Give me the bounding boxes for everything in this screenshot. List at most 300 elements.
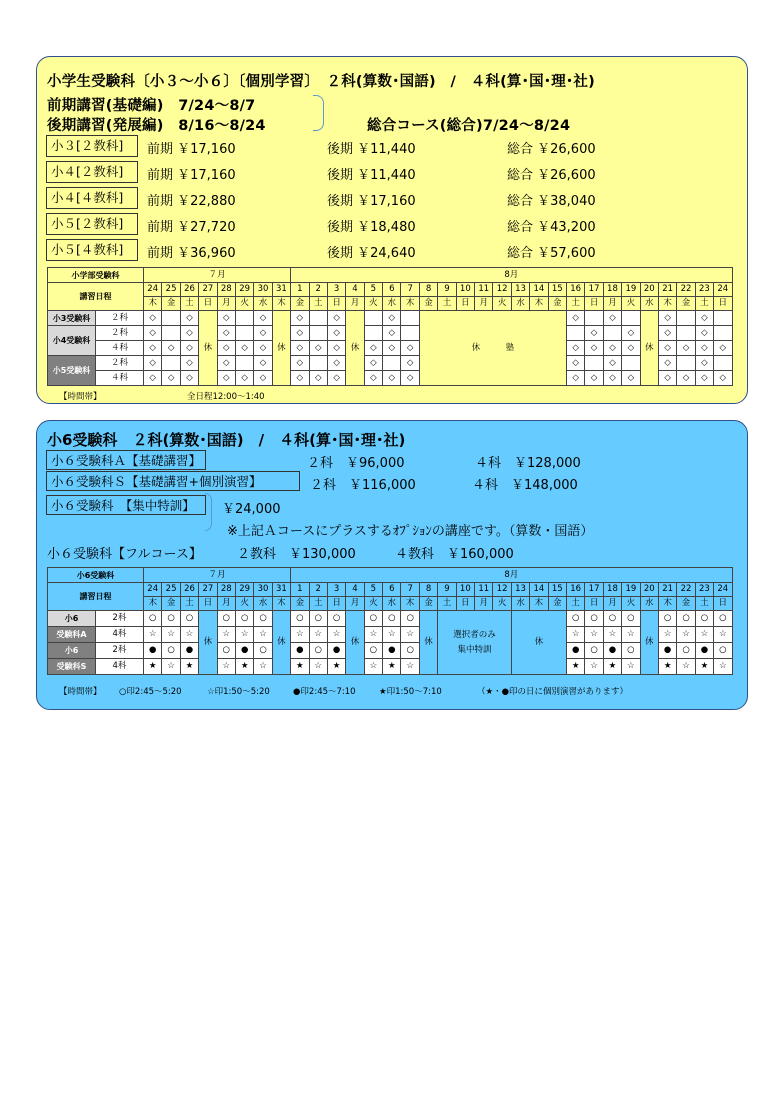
day-number: 13	[511, 283, 529, 297]
session-mark: ○	[364, 643, 382, 659]
session-mark: ○	[309, 611, 327, 627]
weekday: 木	[658, 597, 676, 611]
day-number: 28	[217, 283, 235, 297]
session-mark: ◇	[144, 356, 162, 371]
session-mark: ◇	[217, 356, 235, 371]
weekday: 水	[254, 297, 272, 311]
day-number: 10	[456, 283, 474, 297]
session-mark: ◇	[327, 371, 345, 386]
weekday: 火	[364, 297, 382, 311]
session-mark: ◇	[309, 371, 327, 386]
weekday: 月	[603, 597, 621, 611]
day-number: 25	[162, 583, 180, 597]
session-mark	[383, 356, 401, 371]
weekday: 水	[640, 597, 658, 611]
sogo-price: 総合 ￥26,600	[507, 142, 596, 157]
day-number: 14	[530, 583, 548, 597]
session-mark: ●	[291, 643, 309, 659]
day-number: 18	[603, 583, 621, 597]
weekday: 月	[475, 597, 493, 611]
session-mark	[162, 311, 180, 326]
session-mark: ●	[658, 643, 676, 659]
weekday: 土	[180, 297, 198, 311]
session-mark: ○	[677, 611, 695, 627]
day-number: 5	[364, 583, 382, 597]
session-mark: ☆	[566, 627, 584, 643]
course-t-price: ￥24,000	[222, 502, 281, 517]
session-mark: ◇	[603, 341, 621, 356]
weekday: 日	[199, 597, 217, 611]
closed-cell: 休	[199, 311, 217, 386]
kouki-price: 後期 ￥11,440	[327, 142, 416, 157]
weekday: 木	[658, 297, 676, 311]
session-mark: ☆	[291, 627, 309, 643]
session-mark: ◇	[144, 311, 162, 326]
session-mark: ☆	[677, 659, 695, 675]
day-number: 24	[144, 583, 162, 597]
day-number: 14	[530, 283, 548, 297]
weekday: 月	[603, 297, 621, 311]
subject-label: 2科	[96, 643, 144, 659]
month-august: 8月	[291, 568, 732, 583]
session-mark: ★	[327, 659, 345, 675]
weekday: 土	[180, 597, 198, 611]
course-a-2-price: ２科 ￥96,000	[307, 456, 405, 471]
session-mark: ○	[658, 611, 676, 627]
session-mark: ☆	[180, 627, 198, 643]
session-mark: ●	[235, 643, 253, 659]
weekday: 火	[622, 297, 640, 311]
session-mark	[162, 356, 180, 371]
weekday: 日	[714, 297, 732, 311]
group-label: 小5受験科	[48, 356, 96, 386]
day-number: 7	[401, 583, 419, 597]
session-mark: ☆	[695, 627, 713, 643]
time-text: 全日程12:00～1:40	[187, 392, 265, 402]
session-mark: ◇	[254, 341, 272, 356]
session-mark: ☆	[217, 659, 235, 675]
session-mark	[162, 326, 180, 341]
session-mark: ◇	[180, 371, 198, 386]
session-mark: ◇	[566, 371, 584, 386]
session-mark: ◇	[327, 356, 345, 371]
session-mark	[309, 356, 327, 371]
session-mark: ◇	[585, 341, 603, 356]
session-mark: ◇	[695, 341, 713, 356]
session-mark: ○	[401, 643, 419, 659]
weekday: 木	[144, 597, 162, 611]
time-4: ★印1:50～7:10	[379, 687, 442, 697]
day-number: 24	[714, 583, 732, 597]
session-mark: ◇	[291, 326, 309, 341]
session-mark	[714, 356, 732, 371]
day-number: 29	[235, 583, 253, 597]
group-label: 小3受験科	[48, 311, 96, 326]
weekday: 土	[438, 297, 456, 311]
day-number: 11	[475, 583, 493, 597]
elementary-course-panel	[36, 56, 748, 404]
day-number: 21	[658, 283, 676, 297]
day-number: 11	[475, 283, 493, 297]
session-mark: ◇	[603, 371, 621, 386]
session-mark: ◇	[217, 341, 235, 356]
session-mark: ☆	[327, 627, 345, 643]
session-mark: ○	[235, 611, 253, 627]
day-number: 5	[364, 283, 382, 297]
session-mark: ◇	[364, 356, 382, 371]
option-note: ※上記Ａコースにプラスするｵﾌﾟｼｮﾝの講座です。（算数・国語）	[227, 524, 594, 539]
session-mark	[714, 326, 732, 341]
weekday: 火	[235, 597, 253, 611]
session-mark: ◇	[658, 371, 676, 386]
session-mark: ●	[566, 643, 584, 659]
session-mark: ☆	[162, 627, 180, 643]
subject-label: 4科	[96, 659, 144, 675]
weekday: 金	[548, 597, 566, 611]
day-number: 7	[401, 283, 419, 297]
session-mark	[603, 326, 621, 341]
weekday: 月	[475, 297, 493, 311]
session-mark	[677, 326, 695, 341]
session-mark: ★	[566, 659, 584, 675]
session-mark: ☆	[162, 659, 180, 675]
session-mark: ☆	[603, 627, 621, 643]
kouki-price: 後期 ￥24,640	[327, 246, 416, 261]
session-mark: ◇	[180, 341, 198, 356]
schedule-table-grade6	[47, 567, 733, 675]
session-mark: ◇	[144, 326, 162, 341]
grade6-course-panel	[36, 420, 748, 710]
month-july: ７月	[144, 568, 291, 583]
session-mark: ☆	[714, 659, 732, 675]
weekday: 日	[199, 297, 217, 311]
session-mark	[585, 311, 603, 326]
day-number: 30	[254, 283, 272, 297]
time-1: ○印2:45～5:20	[119, 687, 182, 697]
weekday: 土	[695, 297, 713, 311]
session-mark: ◇	[162, 341, 180, 356]
zenki-price: 前期 ￥36,960	[147, 246, 236, 261]
day-number: 29	[235, 283, 253, 297]
closed-cell: 休	[419, 611, 437, 675]
sogo-price: 総合 ￥43,200	[507, 220, 596, 235]
day-number: 24	[714, 283, 732, 297]
zenki-price: 前期 ￥17,160	[147, 142, 236, 157]
session-mark: ○	[162, 611, 180, 627]
grade-label: 小３[２教科]	[46, 135, 138, 157]
brace-icon	[205, 493, 212, 531]
brace-icon	[313, 95, 324, 131]
weekday: 日	[327, 297, 345, 311]
weekday: 日	[327, 597, 345, 611]
weekday: 水	[511, 597, 529, 611]
session-mark: ●	[695, 643, 713, 659]
session-mark: ○	[364, 611, 382, 627]
session-mark: ◇	[217, 311, 235, 326]
session-mark: ◇	[677, 341, 695, 356]
subject-label: ２科	[96, 326, 144, 341]
day-number: 31	[272, 283, 290, 297]
session-mark: ◇	[383, 371, 401, 386]
session-mark: ○	[714, 643, 732, 659]
subject-label: ２科	[96, 356, 144, 371]
weekday: 月	[346, 597, 364, 611]
table-head-label: 小学部受験科	[48, 268, 144, 283]
session-mark	[622, 311, 640, 326]
day-number: 1	[291, 283, 309, 297]
zenki-price: 前期 ￥27,720	[147, 220, 236, 235]
session-mark: ☆	[401, 627, 419, 643]
session-mark: ◇	[291, 341, 309, 356]
weekday: 水	[383, 597, 401, 611]
weekday: 火	[493, 597, 511, 611]
session-mark: ◇	[714, 341, 732, 356]
time-3: ●印2:45～7:10	[293, 687, 356, 697]
session-mark: ◇	[585, 326, 603, 341]
session-mark	[235, 311, 253, 326]
session-mark: ◇	[180, 311, 198, 326]
session-mark: ◇	[180, 326, 198, 341]
session-mark: ◇	[566, 341, 584, 356]
day-number: 23	[695, 283, 713, 297]
day-number: 26	[180, 583, 198, 597]
weekday: 金	[677, 597, 695, 611]
time-note-2: 【時間帯】	[59, 687, 102, 697]
session-mark: ◇	[658, 356, 676, 371]
session-mark	[622, 356, 640, 371]
grade-label: 小５[２教科]	[46, 213, 138, 235]
session-mark: ◇	[714, 371, 732, 386]
weekday: 月	[217, 597, 235, 611]
day-number: 22	[677, 583, 695, 597]
session-mark: ◇	[144, 341, 162, 356]
day-number: 2	[309, 283, 327, 297]
session-mark	[401, 326, 419, 341]
session-mark: ☆	[309, 659, 327, 675]
session-mark: ◇	[144, 371, 162, 386]
session-mark	[401, 311, 419, 326]
session-mark: ☆	[235, 627, 253, 643]
session-mark: ◇	[217, 371, 235, 386]
session-mark: ○	[622, 643, 640, 659]
sogo-course-label: 総合コース(総合)7/24～8/24	[367, 118, 571, 134]
session-mark: ◇	[695, 326, 713, 341]
session-mark: ◇	[603, 356, 621, 371]
session-mark: ◇	[291, 311, 309, 326]
session-mark: ◇	[658, 326, 676, 341]
grade-label: 小４[２教科]	[46, 161, 138, 183]
weekday: 金	[677, 297, 695, 311]
time-extra: （★・●印の日に個別演習があります）	[477, 687, 629, 697]
section2-title: 小6受験科 ２科(算数･国語) / ４科(算･国･理･社)	[47, 431, 406, 449]
weekday: 火	[622, 597, 640, 611]
session-mark: ○	[254, 643, 272, 659]
session-mark: ○	[695, 611, 713, 627]
session-mark: ○	[566, 611, 584, 627]
session-mark: ○	[585, 643, 603, 659]
session-mark: ◇	[401, 356, 419, 371]
day-number: 16	[566, 283, 584, 297]
day-number: 27	[199, 283, 217, 297]
session-mark: ○	[677, 643, 695, 659]
session-mark	[309, 326, 327, 341]
special-training-cell	[438, 611, 512, 675]
session-mark: ◇	[327, 326, 345, 341]
session-mark: ◇	[383, 311, 401, 326]
full-course-label: 小６受験科【フルコース】	[47, 547, 202, 562]
day-number: 26	[180, 283, 198, 297]
day-number: 10	[456, 583, 474, 597]
session-mark: ☆	[217, 627, 235, 643]
course-a-label: 小６受験科Ａ【基礎講習】	[46, 450, 206, 470]
schedule-label: 講習日程	[48, 283, 144, 311]
session-mark: ★	[235, 659, 253, 675]
weekday: 火	[364, 597, 382, 611]
subject-label: 2科	[96, 611, 144, 627]
term2-label: 後期講習(発展編) 8/16～8/24	[47, 118, 266, 134]
session-mark: ◇	[235, 341, 253, 356]
session-mark: ◇	[658, 311, 676, 326]
course-a-4-price: ４科 ￥128,000	[475, 456, 581, 471]
session-mark: ◇	[695, 356, 713, 371]
session-mark: ☆	[401, 659, 419, 675]
day-number: 17	[585, 583, 603, 597]
session-mark: ○	[327, 611, 345, 627]
session-mark: ☆	[383, 627, 401, 643]
day-number: 30	[254, 583, 272, 597]
day-number: 28	[217, 583, 235, 597]
subject-label: 4科	[96, 627, 144, 643]
session-mark: ★	[695, 659, 713, 675]
schedule-label: 講習日程	[48, 583, 144, 611]
day-number: 13	[511, 583, 529, 597]
day-number: 18	[603, 283, 621, 297]
session-mark: ○	[254, 611, 272, 627]
closed-cell: 休	[640, 611, 658, 675]
session-mark: ◇	[254, 326, 272, 341]
month-july: ７月	[144, 268, 291, 283]
session-mark: ★	[180, 659, 198, 675]
session-mark: ○	[383, 611, 401, 627]
session-mark: ◇	[327, 311, 345, 326]
session-mark: ☆	[658, 627, 676, 643]
special-label-2: 集中特訓	[457, 644, 492, 655]
session-mark: ○	[217, 611, 235, 627]
weekday: 水	[254, 597, 272, 611]
weekday: 木	[530, 597, 548, 611]
session-mark: ●	[327, 643, 345, 659]
weekday: 金	[419, 597, 437, 611]
weekday: 水	[640, 297, 658, 311]
full-course-4-price: ４教科 ￥160,000	[395, 547, 514, 562]
session-mark: ○	[162, 643, 180, 659]
weekday: 木	[401, 597, 419, 611]
kouki-price: 後期 ￥18,480	[327, 220, 416, 235]
session-mark: ●	[144, 643, 162, 659]
session-mark: ☆	[144, 627, 162, 643]
day-number: 12	[493, 583, 511, 597]
session-mark	[309, 311, 327, 326]
weekday: 金	[162, 297, 180, 311]
zenki-price: 前期 ￥17,160	[147, 168, 236, 183]
weekday: 土	[438, 597, 456, 611]
session-mark: ◇	[217, 326, 235, 341]
closed-cell: 休	[346, 611, 364, 675]
day-number: 19	[622, 583, 640, 597]
session-mark: ◇	[585, 371, 603, 386]
session-mark: ★	[658, 659, 676, 675]
day-number: 15	[548, 583, 566, 597]
closed-cell: 休	[272, 611, 290, 675]
day-number: 1	[291, 583, 309, 597]
session-mark: ☆	[677, 627, 695, 643]
weekday: 日	[585, 597, 603, 611]
session-mark: ●	[180, 643, 198, 659]
subject-label: ４科	[96, 341, 144, 356]
weekday: 水	[511, 297, 529, 311]
day-number: 16	[566, 583, 584, 597]
day-number: 3	[327, 283, 345, 297]
weekday: 土	[695, 597, 713, 611]
session-mark: ●	[603, 643, 621, 659]
day-number: 20	[640, 283, 658, 297]
session-mark: ◇	[254, 356, 272, 371]
closed-period-cell: 休 塾	[419, 311, 566, 386]
sogo-price: 総合 ￥38,040	[507, 194, 596, 209]
day-number: 9	[438, 583, 456, 597]
day-number: 4	[346, 583, 364, 597]
day-number: 9	[438, 283, 456, 297]
day-number: 4	[346, 283, 364, 297]
session-mark: ○	[585, 611, 603, 627]
course-s-2-price: ２科 ￥116,000	[310, 478, 416, 493]
session-mark: ◇	[383, 326, 401, 341]
session-mark: ○	[401, 611, 419, 627]
session-mark: ☆	[254, 659, 272, 675]
subject-label: ４科	[96, 371, 144, 386]
session-mark	[364, 326, 382, 341]
session-mark	[235, 356, 253, 371]
grade-label: 小４[４教科]	[46, 187, 138, 209]
session-mark: ◇	[622, 371, 640, 386]
session-mark: ☆	[622, 627, 640, 643]
session-mark: ◇	[658, 341, 676, 356]
session-mark: ◇	[162, 371, 180, 386]
weekday: 日	[714, 597, 732, 611]
day-number: 6	[383, 283, 401, 297]
weekday: 木	[272, 597, 290, 611]
closed-cell: 休	[199, 611, 217, 675]
session-mark: ◇	[254, 371, 272, 386]
session-mark: ◇	[566, 356, 584, 371]
session-mark: ◇	[401, 371, 419, 386]
weekday: 火	[235, 297, 253, 311]
session-mark: ○	[217, 643, 235, 659]
session-mark: ◇	[677, 371, 695, 386]
day-number: 12	[493, 283, 511, 297]
session-mark: ◇	[364, 371, 382, 386]
weekday: 土	[309, 297, 327, 311]
weekday: 日	[456, 297, 474, 311]
group-label-s2: 受験科S	[48, 659, 96, 675]
weekday: 土	[566, 597, 584, 611]
weekday: 金	[291, 297, 309, 311]
course-t-label: 小６受験科 【集中特訓】	[46, 495, 206, 515]
special-label: 選択者のみ	[453, 629, 496, 640]
session-mark: ◇	[254, 311, 272, 326]
zenki-price: 前期 ￥22,880	[147, 194, 236, 209]
kouki-price: 後期 ￥11,440	[327, 168, 416, 183]
